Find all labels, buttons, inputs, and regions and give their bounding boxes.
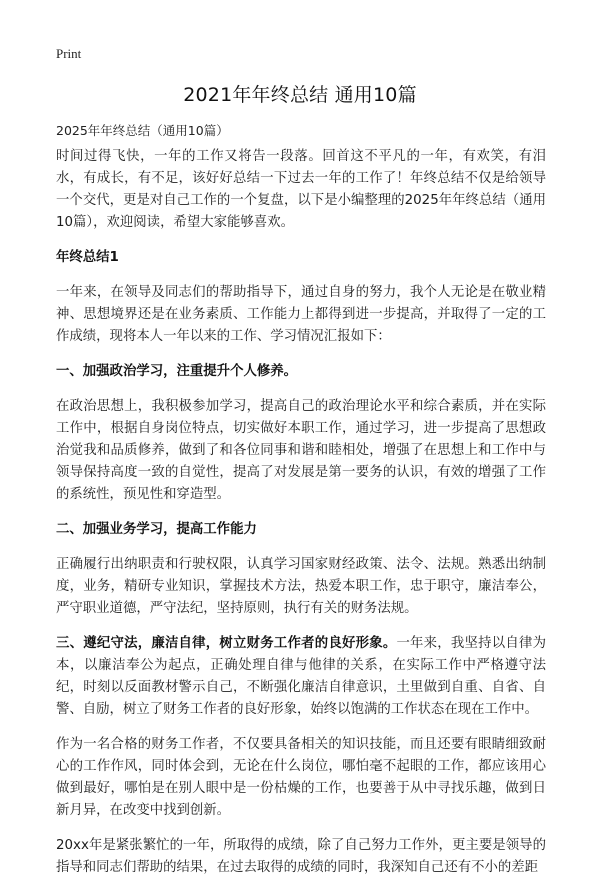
print-label: Print (56, 46, 82, 61)
paragraph-5: 20xx年是紧张繁忙的一年，所取得的成绩，除了自己努力工作外，更主要是领导的指导和同志们帮助的结果，在过去取得的成绩的同时，我深知自己还有不小的差距 (56, 838, 546, 875)
document-title: 2021年年终总结 通用10篇 (183, 84, 417, 106)
part2-heading: 二、加强业务学习，提高工作能力 (56, 522, 257, 537)
part3-paragraph (56, 633, 546, 721)
part1-heading: 一、加强政治学习，注重提升个人修养。 (56, 364, 298, 379)
section-opening-paragraph: 一年来，在领导及同志们的帮助指导下，通过自身的努力，我个人无论是在敬业精神、思想境界还是在业务素质、工作能力上都得到进一步提高，并取得了一定的工作成绩，现将本人一年以来的工作、学习情况汇报如下： (56, 285, 546, 344)
part1-paragraph: 在政治思想上，我积极参加学习，提高自己的政治理论水平和综合素质，并在实际工作中，根据自身岗位特点，切实做好本职工作，通过学习，进一步提高了思想政治觉我和品质修养，做到了和各位同事和谐和睦相处，增强了在思想上和工作中与领导保持高度一致的自觉性，提高了对发展是第一要务的认识，有效的增强了工作的系统性，预见性和穿造型。 (56, 399, 546, 502)
part3-text: 一年来，我坚持以自律为本，以廉洁奉公为起点，正确处理自律与他律的关系，在实际工作中严格遵守法纪，时刻以反面教材警示自己，不断强化廉洁自律意识，土里做到自重、自省、自警、自励，树立了财务工作者的良好形象，始终以饱满的工作状态在现在工作中。 (56, 636, 547, 717)
part3-heading: 三、遵纪守法，廉洁自律，树立财务工作者的良好形象。 (56, 636, 397, 651)
section-heading: 年终总结1 (56, 250, 119, 265)
document-body (56, 146, 546, 892)
part2-paragraph: 正确履行出纳职责和行驶权限，认真学习国家财经政策、法令、法规。熟悉出纳制度，业务，精研专业知识，掌握技术方法，热爱本职工作，忠于职守，廉洁奉公，严守职业道德，严守法纪，坚持原则，执行有关的财务法规。 (56, 557, 546, 616)
intro-paragraph: 时间过得飞快，一年的工作又将告一段落。回首这不平凡的一年，有欢笑，有泪水，有成长，有不足，该好好总结一下过去一年的工作了！年终总结不仅是给领导一个交代，更是对自己工作的一个复盘，以下是小编整理的2025年年终总结（通用10篇），欢迎阅读，希望大家能够喜欢。 (56, 149, 546, 230)
paragraph-4: 作为一名合格的财务工作者，不仅要具备相关的知识技能，而且还要有眼睛细致耐心的工作作风，同时体会到，无论在什么岗位，哪怕毫不起眼的工作，都应该用心做到最好，哪怕是在别人眼中是一份枯燥的工作，也要善于从中寻找乐趣，做到日新月异，在改变中找到创新。 (56, 737, 546, 818)
document-subtitle: 2025年年终总结（通用10篇） (56, 123, 229, 138)
